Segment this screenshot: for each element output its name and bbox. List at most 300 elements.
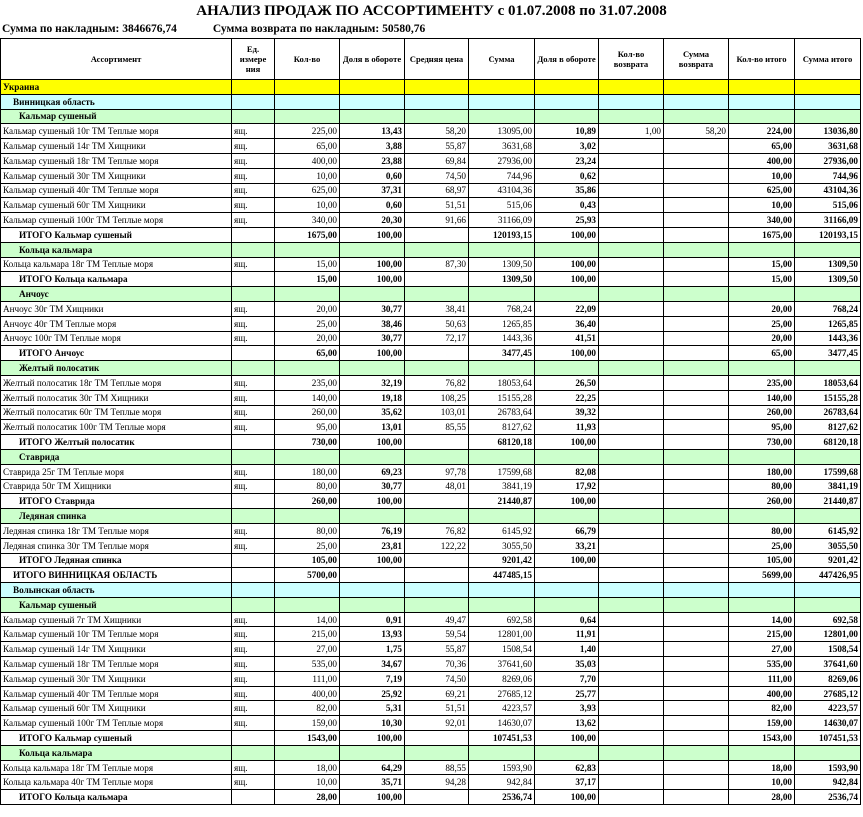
table-cell: 942,84 [469,775,535,790]
table-cell: 10,30 [340,716,405,731]
table-cell: 13095,00 [469,124,535,139]
table-cell: ящ. [232,775,275,790]
table-cell [469,80,535,95]
table-cell: 108,25 [405,390,469,405]
table-cell [664,361,729,376]
table-cell [664,627,729,642]
table-cell: 100,00 [535,731,599,746]
table-cell [795,109,861,124]
table-cell: ящ. [232,301,275,316]
column-header: Сумма итого [795,39,861,80]
table-cell: Кольца кальмара [1,242,232,257]
table-cell: ящ. [232,627,275,642]
table-cell: 1309,50 [795,257,861,272]
table-cell [232,109,275,124]
table-cell [599,731,664,746]
table-cell: 27936,00 [469,153,535,168]
table-cell: 18053,64 [795,375,861,390]
table-cell: Желтый полосатик 30г ТМ Хищники [1,390,232,405]
table-cell: Ледяная спинка 30г ТМ Теплые моря [1,538,232,553]
table-row [1,583,861,598]
table-cell: 91,66 [405,213,469,228]
table-cell [664,716,729,731]
table-cell [535,745,599,760]
table-cell [664,331,729,346]
table-cell: Ставрида 50г ТМ Хищники [1,479,232,494]
table-cell: 55,87 [405,139,469,154]
table-body [1,80,861,805]
table-cell: 31166,09 [795,213,861,228]
table-cell: ящ. [232,168,275,183]
table-cell [469,597,535,612]
table-cell [599,405,664,420]
table-cell [729,80,795,95]
table-cell [535,568,599,583]
table-cell: 3055,50 [469,538,535,553]
table-cell [469,287,535,302]
table-row [1,198,861,213]
table-row [1,553,861,568]
table-cell: Кальмар сушеный 30г ТМ Хищники [1,671,232,686]
table-cell [664,139,729,154]
table-cell [599,716,664,731]
table-cell [405,597,469,612]
table-cell [599,701,664,716]
table-cell: Анчоус 40г ТМ Теплые моря [1,316,232,331]
table-cell: 15155,28 [795,390,861,405]
table-cell: 30,77 [340,331,405,346]
table-cell [232,435,275,450]
table-cell [599,568,664,583]
table-cell [599,553,664,568]
table-cell [729,242,795,257]
table-cell: 31166,09 [469,213,535,228]
table-cell: 69,23 [340,464,405,479]
table-cell: Желтый полосатик [1,361,232,376]
table-cell [340,80,405,95]
table-cell [535,287,599,302]
table-row [1,183,861,198]
table-cell: 4223,57 [469,701,535,716]
table-row [1,627,861,642]
table-cell: 235,00 [275,375,340,390]
table-cell: 43104,36 [795,183,861,198]
table-cell: ящ. [232,405,275,420]
table-cell [729,449,795,464]
table-cell: 515,06 [795,198,861,213]
table-cell: Кальмар сушеный [1,109,232,124]
table-cell: ящ. [232,183,275,198]
table-cell [599,361,664,376]
table-cell: 76,82 [405,375,469,390]
table-cell [232,509,275,524]
table-cell: 55,87 [405,642,469,657]
table-cell [340,509,405,524]
table-cell [232,346,275,361]
table-cell [535,80,599,95]
table-cell: Кальмар сушеный 40г ТМ Теплые моря [1,686,232,701]
table-cell: 0,60 [340,168,405,183]
table-cell [599,390,664,405]
table-cell: 27,00 [729,642,795,657]
table-cell: ящ. [232,213,275,228]
table-cell: 0,60 [340,198,405,213]
table-cell: Ледяная спинка [1,509,232,524]
table-cell [795,597,861,612]
table-cell: 3841,19 [795,479,861,494]
table-cell [405,553,469,568]
table-cell: 105,00 [275,553,340,568]
table-cell: Волынская область [1,583,232,598]
sum-returns: Сумма возврата по накладным: 50580,76 [212,23,426,35]
table-cell: Кальмар сушеный 7г ТМ Хищники [1,612,232,627]
table-cell: 82,08 [535,464,599,479]
table-cell: 95,00 [275,420,340,435]
table-cell: 38,46 [340,316,405,331]
table-row [1,287,861,302]
table-cell: Кольца кальмара 18г ТМ Теплые моря [1,257,232,272]
table-cell: 25,00 [275,538,340,553]
table-cell: 107451,53 [795,731,861,746]
table-cell: 100,00 [340,272,405,287]
table-cell [599,316,664,331]
table-row [1,538,861,553]
table-cell: ящ. [232,671,275,686]
table-cell [469,109,535,124]
table-cell [275,449,340,464]
column-header: Ассортимент [1,39,232,80]
table-cell: 37,31 [340,183,405,198]
table-cell: 1543,00 [275,731,340,746]
table-cell: Анчоус [1,287,232,302]
table-cell: 13,43 [340,124,405,139]
table-cell: 100,00 [340,435,405,450]
table-cell: 68120,18 [469,435,535,450]
table-cell [664,597,729,612]
table-cell [405,227,469,242]
table-cell: 10,00 [729,198,795,213]
table-row [1,153,861,168]
table-cell [340,583,405,598]
table-cell: 76,19 [340,523,405,538]
table-cell [275,361,340,376]
table-cell: 82,00 [729,701,795,716]
table-cell: ящ. [232,760,275,775]
table-cell: 1543,00 [729,731,795,746]
table-cell [599,523,664,538]
table-cell [340,568,405,583]
table-cell: 730,00 [729,435,795,450]
table-cell: 80,00 [275,523,340,538]
table-row [1,390,861,405]
table-cell: 10,00 [729,775,795,790]
table-cell [664,657,729,672]
table-cell [729,583,795,598]
table-row [1,775,861,790]
table-cell [232,745,275,760]
table-cell: 25,92 [340,686,405,701]
table-cell: ящ. [232,642,275,657]
table-cell: ИТОГО Кольца кальмара [1,790,232,805]
table-cell [340,287,405,302]
table-cell: 8127,62 [795,420,861,435]
table-cell: Кальмар сушеный 14г ТМ Хищники [1,139,232,154]
table-cell: 260,00 [729,494,795,509]
table-row [1,242,861,257]
table-header [1,39,861,80]
table-cell: 18053,64 [469,375,535,390]
table-cell: 7,70 [535,671,599,686]
table-cell [405,494,469,509]
table-cell: 37,17 [535,775,599,790]
table-cell: 8127,62 [469,420,535,435]
table-cell: 35,71 [340,775,405,790]
table-cell: 65,00 [729,139,795,154]
table-cell [729,287,795,302]
table-cell: 80,00 [275,479,340,494]
table-row [1,494,861,509]
table-cell [232,568,275,583]
table-cell [664,272,729,287]
table-cell: 22,25 [535,390,599,405]
table-cell: 260,00 [275,405,340,420]
table-cell [729,509,795,524]
column-header: Средняя цена [405,39,469,80]
table-cell: 48,01 [405,479,469,494]
table-cell: 4223,57 [795,701,861,716]
table-cell [232,731,275,746]
table-cell: Винницкая область [1,94,232,109]
table-cell: ящ. [232,479,275,494]
table-cell: 1309,50 [469,272,535,287]
table-cell [232,242,275,257]
table-cell: 72,17 [405,331,469,346]
table-cell: 3631,68 [795,139,861,154]
table-cell: 0,62 [535,168,599,183]
table-cell: 10,00 [275,198,340,213]
table-cell: 68,97 [405,183,469,198]
table-row [1,701,861,716]
table-cell: 100,00 [340,731,405,746]
table-cell [664,464,729,479]
table-cell: 68120,18 [795,435,861,450]
table-cell: 8269,06 [795,671,861,686]
table-cell: 41,51 [535,331,599,346]
table-cell: 447426,95 [795,568,861,583]
table-cell: 32,19 [340,375,405,390]
table-cell: ящ. [232,124,275,139]
table-cell: 94,28 [405,775,469,790]
table-cell: Кальмар сушеный 40г ТМ Теплые моря [1,183,232,198]
table-cell: ИТОГО Кальмар сушеный [1,227,232,242]
table-cell [232,597,275,612]
table-cell [664,301,729,316]
table-cell: 62,83 [535,760,599,775]
table-cell: 3,93 [535,701,599,716]
table-cell: Кальмар сушеный 100г ТМ Теплые моря [1,213,232,228]
table-cell: 80,00 [729,523,795,538]
table-cell: ящ. [232,523,275,538]
table-cell [535,583,599,598]
table-cell [599,227,664,242]
table-cell: 28,00 [275,790,340,805]
table-cell: 1265,85 [795,316,861,331]
table-cell: 5700,00 [275,568,340,583]
table-cell: 80,00 [729,479,795,494]
table-cell: 15,00 [275,257,340,272]
table-cell [664,553,729,568]
table-cell: 6145,92 [469,523,535,538]
table-cell: Желтый полосатик 100г ТМ Теплые моря [1,420,232,435]
table-cell [599,94,664,109]
table-cell: 15,00 [275,272,340,287]
table-row [1,94,861,109]
table-cell [599,745,664,760]
table-cell: 15,00 [729,272,795,287]
table-row [1,568,861,583]
table-cell: ящ. [232,153,275,168]
table-cell: ящ. [232,390,275,405]
table-cell [795,361,861,376]
table-cell: 92,01 [405,716,469,731]
table-cell: 6145,92 [795,523,861,538]
table-row [1,420,861,435]
table-cell [664,257,729,272]
table-cell [599,494,664,509]
table-cell [232,790,275,805]
table-cell [599,760,664,775]
table-cell: 58,20 [664,124,729,139]
table-cell: 1,00 [599,124,664,139]
table-cell: 768,24 [795,301,861,316]
table-cell: 35,86 [535,183,599,198]
table-cell: 2536,74 [469,790,535,805]
table-cell: ящ. [232,420,275,435]
table-row [1,139,861,154]
table-cell: 13,93 [340,627,405,642]
table-cell [232,272,275,287]
table-cell: 942,84 [795,775,861,790]
table-cell [405,242,469,257]
table-cell: 111,00 [729,671,795,686]
table-cell: 25,00 [275,316,340,331]
table-cell: 34,67 [340,657,405,672]
table-cell [664,346,729,361]
table-cell [664,538,729,553]
table-cell: 10,00 [275,775,340,790]
table-cell [535,361,599,376]
table-cell [664,94,729,109]
table-cell: 13036,80 [795,124,861,139]
table-cell: Ледяная спинка 18г ТМ Теплые моря [1,523,232,538]
table-cell: 49,47 [405,612,469,627]
table-cell: 10,00 [275,168,340,183]
table-cell: 3631,68 [469,139,535,154]
table-cell [664,509,729,524]
table-cell: 100,00 [535,494,599,509]
table-cell: 11,93 [535,420,599,435]
table-cell [535,509,599,524]
table-cell: 3,88 [340,139,405,154]
table-cell: 13,01 [340,420,405,435]
table-cell: 447485,15 [469,568,535,583]
table-cell: 51,51 [405,701,469,716]
table-cell: 74,50 [405,168,469,183]
table-cell: 159,00 [729,716,795,731]
table-cell: 50,63 [405,316,469,331]
table-cell [729,109,795,124]
table-cell: 38,41 [405,301,469,316]
table-cell: 3477,45 [469,346,535,361]
table-cell [664,583,729,598]
table-cell [664,612,729,627]
table-cell [340,449,405,464]
table-cell: 400,00 [729,153,795,168]
table-cell: 100,00 [535,553,599,568]
table-row [1,301,861,316]
table-row [1,435,861,450]
table-cell: 100,00 [340,227,405,242]
table-cell [232,553,275,568]
table-cell: 21440,87 [469,494,535,509]
table-cell [599,272,664,287]
table-cell [664,183,729,198]
table-cell [599,642,664,657]
table-cell: 515,06 [469,198,535,213]
table-cell: 25,00 [729,316,795,331]
table-row [1,479,861,494]
table-cell [664,745,729,760]
table-cell: 1,75 [340,642,405,657]
table-cell [405,731,469,746]
table-cell [405,435,469,450]
table-cell: 14630,07 [469,716,535,731]
table-cell: 340,00 [729,213,795,228]
table-cell: ящ. [232,139,275,154]
table-cell [469,583,535,598]
table-row [1,597,861,612]
table-cell [795,287,861,302]
table-cell [599,671,664,686]
table-cell: 400,00 [275,686,340,701]
table-cell: 35,03 [535,657,599,672]
table-cell: 20,00 [275,331,340,346]
table-cell: 1309,50 [795,272,861,287]
table-cell: 10,89 [535,124,599,139]
table-cell [664,790,729,805]
table-cell [664,642,729,657]
table-cell [469,449,535,464]
table-row [1,612,861,627]
table-cell [599,213,664,228]
table-cell: Желтый полосатик 18г ТМ Теплые моря [1,375,232,390]
table-cell [664,671,729,686]
table-cell [729,361,795,376]
table-cell [232,227,275,242]
table-cell [599,242,664,257]
table-cell [405,745,469,760]
table-cell: 103,01 [405,405,469,420]
table-row [1,671,861,686]
table-cell [232,287,275,302]
table-cell [405,361,469,376]
table-cell: 12801,00 [795,627,861,642]
table-cell [599,449,664,464]
table-row [1,227,861,242]
table-cell [535,94,599,109]
table-row [1,346,861,361]
table-row [1,257,861,272]
